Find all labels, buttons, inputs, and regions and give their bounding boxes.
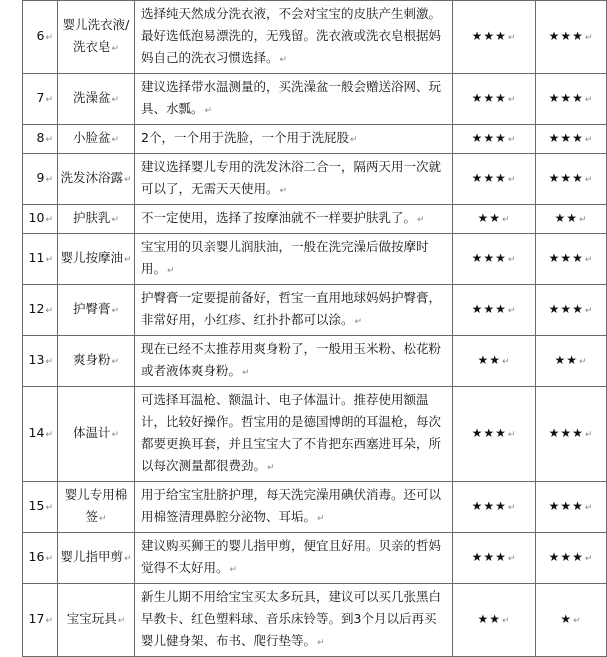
table-row xyxy=(23,234,607,285)
rating-2 xyxy=(536,125,607,154)
paragraph-mark: ↵ xyxy=(584,33,594,43)
item-description xyxy=(135,1,453,74)
paragraph-mark: ↵ xyxy=(45,306,53,316)
rating-1 xyxy=(453,154,536,205)
table-row xyxy=(23,482,607,533)
paragraph-mark: ↵ xyxy=(111,430,120,440)
paragraph-mark: ↵ xyxy=(507,95,517,105)
paragraph-mark: ↵ xyxy=(584,503,594,513)
item-description xyxy=(135,336,453,387)
rating-1 xyxy=(453,336,536,387)
item-name-text: 婴儿专用棉签 xyxy=(64,487,128,524)
item-description-text: 用于给宝宝肚脐护理，每天洗完澡用碘伏消毒。还可以用棉签清理鼻腔分泌物、耳垢。 xyxy=(141,487,442,524)
rating-1-text: ★★★ xyxy=(471,29,507,43)
paragraph-mark: ↵ xyxy=(584,175,594,185)
rating-1-text: ★★★ xyxy=(471,550,507,564)
paragraph-mark: ↵ xyxy=(507,33,517,43)
paragraph-mark: ↵ xyxy=(507,306,517,316)
item-name-text: 婴儿按摩油 xyxy=(60,250,123,265)
item-name-text: 婴儿洗衣液/洗衣皂 xyxy=(62,17,130,54)
item-name xyxy=(58,584,135,657)
paragraph-mark: ↵ xyxy=(354,317,363,327)
paragraph-mark: ↵ xyxy=(45,357,53,367)
paragraph-mark: ↵ xyxy=(584,255,594,265)
rating-2 xyxy=(536,533,607,584)
paragraph-mark: ↵ xyxy=(123,175,132,185)
item-description-text: 建议选择带水温测量的，买洗澡盆一般会赠送浴网、玩具、水瓢。 xyxy=(141,79,442,116)
paragraph-mark: ↵ xyxy=(279,55,288,65)
item-name-text: 洗发沐浴露 xyxy=(60,170,123,185)
paragraph-mark: ↵ xyxy=(584,95,594,105)
rating-1-text: ★★ xyxy=(477,211,501,225)
paragraph-mark: ↵ xyxy=(45,215,53,225)
table-body xyxy=(23,1,607,657)
rating-2-text: ★★★ xyxy=(548,171,584,185)
rating-1 xyxy=(453,74,536,125)
item-name xyxy=(58,285,135,336)
paragraph-mark: ↵ xyxy=(45,430,53,440)
item-name-text: 护臀膏 xyxy=(72,301,111,316)
rating-2-text: ★★ xyxy=(554,211,578,225)
row-number-text: 8 xyxy=(36,130,45,145)
rating-2 xyxy=(536,285,607,336)
item-name xyxy=(58,1,135,74)
paragraph-mark: ↵ xyxy=(578,215,588,225)
paragraph-mark: ↵ xyxy=(584,306,594,316)
rating-2-text: ★ xyxy=(560,612,573,626)
item-description-text: 可选择耳温枪、额温计、电子体温计。推荐使用额温计，比较好操作。哲宝用的是德国博朗的耳温枪，每次都要更换耳套，并且宝宝大了不肯把东西塞进耳朵，所以每次测量都很费劲。 xyxy=(141,392,442,473)
row-number-text: 14 xyxy=(28,425,45,440)
table-row xyxy=(23,1,607,74)
row-number xyxy=(23,533,58,584)
row-number-text: 7 xyxy=(36,90,45,105)
paragraph-mark: ↵ xyxy=(123,255,132,265)
item-description xyxy=(135,205,453,234)
table-row xyxy=(23,285,607,336)
item-name-text: 体温计 xyxy=(72,425,111,440)
paragraph-mark: ↵ xyxy=(117,616,126,626)
row-number xyxy=(23,125,58,154)
rating-2-text: ★★★ xyxy=(548,550,584,564)
paragraph-mark: ↵ xyxy=(98,514,107,524)
item-description xyxy=(135,74,453,125)
row-number-text: 16 xyxy=(28,549,45,564)
rating-2 xyxy=(536,205,607,234)
rating-2-text: ★★★ xyxy=(548,91,584,105)
paragraph-mark: ↵ xyxy=(507,135,517,145)
table-row xyxy=(23,205,607,234)
row-number xyxy=(23,234,58,285)
item-name-text: 护肤乳 xyxy=(72,210,111,225)
item-description xyxy=(135,285,453,336)
paragraph-mark: ↵ xyxy=(45,616,53,626)
paragraph-mark: ↵ xyxy=(45,135,53,145)
rating-2 xyxy=(536,74,607,125)
paragraph-mark: ↵ xyxy=(111,306,120,316)
rating-1 xyxy=(453,1,536,74)
baby-items-table xyxy=(22,0,607,657)
rating-2 xyxy=(536,482,607,533)
item-description xyxy=(135,154,453,205)
paragraph-mark: ↵ xyxy=(204,106,213,116)
item-name-text: 婴儿指甲剪 xyxy=(60,549,123,564)
paragraph-mark: ↵ xyxy=(317,514,325,524)
rating-2-text: ★★★ xyxy=(548,29,584,43)
paragraph-mark: ↵ xyxy=(111,215,120,225)
rating-2 xyxy=(536,584,607,657)
rating-1 xyxy=(453,285,536,336)
item-name-text: 洗澡盆 xyxy=(72,90,111,105)
rating-2 xyxy=(536,154,607,205)
row-number xyxy=(23,387,58,482)
item-description xyxy=(135,234,453,285)
item-name xyxy=(58,533,135,584)
rating-1-text: ★★★ xyxy=(471,499,507,513)
item-name xyxy=(58,125,135,154)
paragraph-mark: ↵ xyxy=(501,215,511,225)
paragraph-mark: ↵ xyxy=(45,503,53,513)
row-number-text: 17 xyxy=(28,611,45,626)
item-name xyxy=(58,336,135,387)
paragraph-mark: ↵ xyxy=(242,368,250,378)
table-row xyxy=(23,387,607,482)
rating-2-text: ★★★ xyxy=(548,499,584,513)
row-number xyxy=(23,482,58,533)
paragraph-mark: ↵ xyxy=(45,554,53,564)
rating-1-text: ★★★ xyxy=(471,426,507,440)
rating-1 xyxy=(453,533,536,584)
row-number-text: 12 xyxy=(28,301,45,316)
paragraph-mark: ↵ xyxy=(229,565,238,575)
item-description xyxy=(135,482,453,533)
rating-2-text: ★★ xyxy=(554,353,578,367)
row-number-text: 13 xyxy=(28,352,45,367)
paragraph-mark: ↵ xyxy=(584,135,594,145)
rating-1 xyxy=(453,482,536,533)
paragraph-mark: ↵ xyxy=(507,503,517,513)
paragraph-mark: ↵ xyxy=(45,33,53,43)
row-number-text: 10 xyxy=(28,210,45,225)
paragraph-mark: ↵ xyxy=(501,616,511,626)
row-number-text: 9 xyxy=(36,170,45,185)
rating-1 xyxy=(453,125,536,154)
rating-1-text: ★★★ xyxy=(471,131,507,145)
row-number xyxy=(23,1,58,74)
paragraph-mark: ↵ xyxy=(573,616,582,626)
item-name xyxy=(58,482,135,533)
paragraph-mark: ↵ xyxy=(584,430,594,440)
item-description-text: 宝宝用的贝亲婴儿润肤油，一般在洗完澡后做按摩时用。 xyxy=(141,239,429,276)
row-number-text: 6 xyxy=(36,28,45,43)
rating-1 xyxy=(453,584,536,657)
paragraph-mark: ↵ xyxy=(45,95,53,105)
paragraph-mark: ↵ xyxy=(111,357,120,367)
rating-1 xyxy=(453,234,536,285)
rating-2 xyxy=(536,1,607,74)
paragraph-mark: ↵ xyxy=(45,255,53,265)
paragraph-mark: ↵ xyxy=(584,554,594,564)
paragraph-mark: ↵ xyxy=(111,95,120,105)
item-description-text: 建议购买狮王的婴儿指甲剪，便宜且好用。贝亲的哲妈觉得不太好用。 xyxy=(141,538,442,575)
rating-1-text: ★★★ xyxy=(471,302,507,316)
row-number xyxy=(23,154,58,205)
rating-2-text: ★★★ xyxy=(548,426,584,440)
row-number xyxy=(23,285,58,336)
paragraph-mark: ↵ xyxy=(507,554,517,564)
item-description xyxy=(135,387,453,482)
rating-1-text: ★★ xyxy=(477,353,501,367)
table-row xyxy=(23,125,607,154)
item-description-text: 现在已经不太推荐用爽身粉了，一般用玉米粉、松花粉或者液体爽身粉。 xyxy=(141,341,442,378)
item-name-text: 小脸盆 xyxy=(72,130,111,145)
item-description-text: 新生儿期不用给宝宝买太多玩具，建议可以买几张黑白早教卡、红色塑料球、音乐床铃等。到3个月以后再买婴儿健身架、布书、爬行垫等。 xyxy=(141,589,442,648)
rating-2 xyxy=(536,234,607,285)
paragraph-mark: ↵ xyxy=(507,175,517,185)
rating-1-text: ★★★ xyxy=(471,91,507,105)
paragraph-mark: ↵ xyxy=(349,135,358,145)
row-number-text: 15 xyxy=(28,498,45,513)
paragraph-mark: ↵ xyxy=(45,175,53,185)
rating-1-text: ★★★ xyxy=(471,171,507,185)
table-row xyxy=(23,154,607,205)
paragraph-mark: ↵ xyxy=(317,638,325,648)
rating-2 xyxy=(536,387,607,482)
paragraph-mark: ↵ xyxy=(417,215,425,225)
row-number xyxy=(23,336,58,387)
item-name xyxy=(58,205,135,234)
rating-2-text: ★★★ xyxy=(548,131,584,145)
row-number xyxy=(23,584,58,657)
paragraph-mark: ↵ xyxy=(578,357,588,367)
item-name xyxy=(58,154,135,205)
item-description-text: 建议选择婴儿专用的洗发沐浴二合一，隔两天用一次就可以了，无需天天使用。 xyxy=(141,159,442,196)
table-row xyxy=(23,336,607,387)
item-name xyxy=(58,74,135,125)
paragraph-mark: ↵ xyxy=(501,357,511,367)
paragraph-mark: ↵ xyxy=(123,554,132,564)
rating-1 xyxy=(453,205,536,234)
item-description-text: 选择纯天然成分洗衣液，不会对宝宝的皮肤产生刺激。最好选低泡易漂洗的，无残留。洗衣液或洗衣皂根据妈妈自己的洗衣习惯选择。 xyxy=(141,6,442,65)
row-number xyxy=(23,74,58,125)
paragraph-mark: ↵ xyxy=(111,135,120,145)
item-name xyxy=(58,387,135,482)
table-row xyxy=(23,74,607,125)
table-row xyxy=(23,533,607,584)
paragraph-mark: ↵ xyxy=(167,266,175,276)
item-name-text: 爽身粉 xyxy=(72,352,111,367)
paragraph-mark: ↵ xyxy=(111,44,120,54)
rating-1-text: ★★ xyxy=(477,612,501,626)
row-number-text: 11 xyxy=(28,250,45,265)
item-description-text: 不一定使用，选择了按摩油就不一样要护肤乳了。 xyxy=(141,210,417,225)
table-row xyxy=(23,584,607,657)
item-description xyxy=(135,584,453,657)
paragraph-mark: ↵ xyxy=(507,430,517,440)
row-number xyxy=(23,205,58,234)
rating-2-text: ★★★ xyxy=(548,251,584,265)
paragraph-mark: ↵ xyxy=(279,186,288,196)
item-description xyxy=(135,125,453,154)
paragraph-mark: ↵ xyxy=(507,255,517,265)
rating-1-text: ★★★ xyxy=(471,251,507,265)
item-description xyxy=(135,533,453,584)
item-description-text: 2个，一个用于洗脸，一个用于洗屁股 xyxy=(141,130,349,145)
paragraph-mark: ↵ xyxy=(267,463,275,473)
item-name xyxy=(58,234,135,285)
item-description-text: 护臀膏一定要提前备好，哲宝一直用地球妈妈护臀膏，非常好用，小红疹、红扑扑都可以涂。 xyxy=(141,290,442,327)
rating-1 xyxy=(453,387,536,482)
item-name-text: 宝宝玩具 xyxy=(66,611,117,626)
rating-2-text: ★★★ xyxy=(548,302,584,316)
rating-2 xyxy=(536,336,607,387)
